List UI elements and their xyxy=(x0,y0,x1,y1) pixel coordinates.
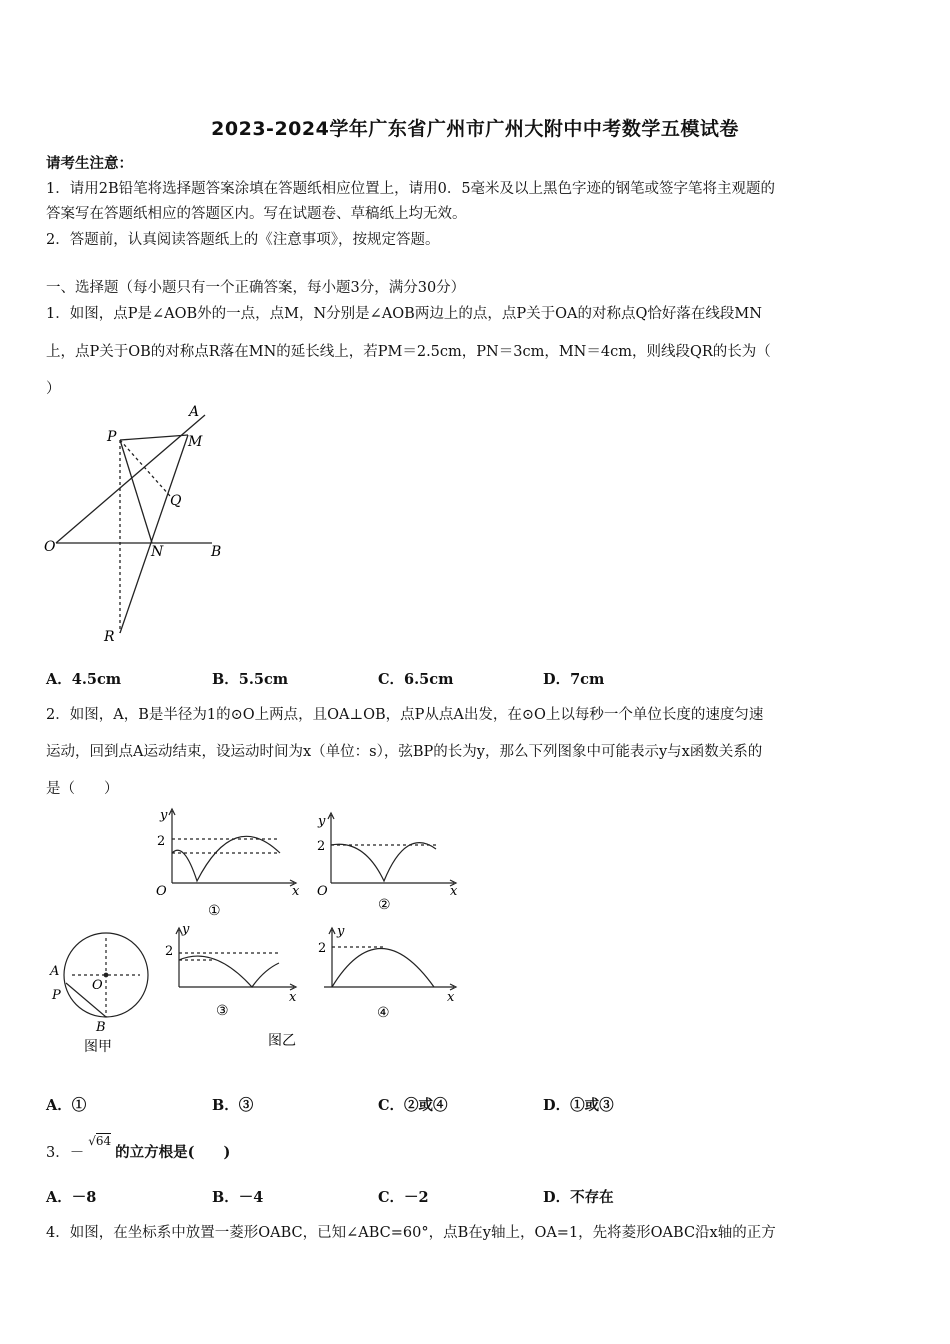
q3-suffix: 的立方根是( ) xyxy=(115,1144,231,1161)
segment-PN xyxy=(120,440,152,543)
g1-x-label: x xyxy=(292,884,300,899)
q2-line-1: 2．如图，A，B是半径为1的⊙O上两点，且OA⊥OB，点P从点A出发，在⊙O上以每秒一个单位长度的速度匀速 xyxy=(46,707,764,723)
g1-y-label: y xyxy=(160,808,168,823)
segment-PM xyxy=(120,435,188,440)
label-R: R xyxy=(104,629,115,645)
graph-3 xyxy=(176,928,296,990)
g2-y-label: y xyxy=(318,814,326,829)
q2-option-b: B．③ xyxy=(212,1097,254,1114)
q1-option-c: C．6.5cm xyxy=(378,671,454,688)
g2-two-label: 2 xyxy=(317,839,326,854)
jia-caption: 图甲 xyxy=(84,1039,112,1055)
q4-line-1: 4．如图，在坐标系中放置一菱形OABC，已知∠ABC=60°，点B在y轴上，OA=1，先将菱形OABC沿x轴的正方 xyxy=(46,1225,776,1241)
circle-label-P: P xyxy=(52,988,61,1003)
label-M: M xyxy=(188,434,203,450)
g1-origin-label: O xyxy=(156,884,167,899)
section-heading: 一、选择题（每小题只有一个正确答案，每小题3分，满分30分） xyxy=(46,280,466,296)
g1-two-label: 2 xyxy=(157,834,166,849)
q3-radical xyxy=(88,1134,111,1148)
notice-heading: 请考生注意： xyxy=(46,155,133,172)
q1-line-1: 1．如图，点P是∠AOB外的一点，点M，N分别是∠AOB两边上的点，点P关于OA的对称点Q恰好落在线段MN xyxy=(46,306,762,322)
notice-line-2: 答案写在答题纸相应的答题区内。写在试题卷、草稿纸上均无效。 xyxy=(46,206,467,222)
sqrt-sign-icon: √ xyxy=(88,1134,96,1148)
g3-caption: ③ xyxy=(216,1003,229,1019)
q1-option-d: D．7cm xyxy=(543,671,605,688)
g2-caption: ② xyxy=(378,897,391,913)
notice-line-1: 1．请用2B铅笔将选择题答案涂填在答题纸相应位置上，请用0．5毫米及以上黑色字迹的钢笔或签字笔将主观题的 xyxy=(46,181,776,197)
circle-label-O: O xyxy=(92,978,103,993)
q1-option-b: B．5.5cm xyxy=(212,671,289,688)
circle-label-B: B xyxy=(96,1020,106,1035)
label-N: N xyxy=(151,544,164,560)
g4-y-label: y xyxy=(337,924,345,939)
q1-line-2: 上，点P关于OB的对称点R落在MN的延长线上，若PM＝2.5cm，PN＝3cm，MN＝4cm，则线段QR的长为（ xyxy=(46,344,771,360)
g2-x-label: x xyxy=(450,884,458,899)
graph-1 xyxy=(169,809,296,886)
page-title: 2023-2024学年广东省广州市广州大附中中考数学五模试卷 xyxy=(211,118,739,140)
notice-line-3: 2．答题前，认真阅读答题纸上的《注意事项》，按规定答题。 xyxy=(46,232,440,248)
q3-option-c: C．－2 xyxy=(378,1189,429,1206)
q3-radicand: 64 xyxy=(95,1134,112,1148)
q2-line-3: 是（ ） xyxy=(46,781,119,797)
q3-option-d: D．不存在 xyxy=(543,1189,614,1206)
label-B: B xyxy=(211,544,222,560)
yi-caption: 图乙 xyxy=(268,1033,296,1049)
q3-stem xyxy=(46,1134,231,1162)
q3-prefix: 3．－ xyxy=(46,1145,85,1161)
segment-PQ xyxy=(120,440,170,496)
g3-y-label: y xyxy=(182,922,190,937)
g4-x-label: x xyxy=(447,990,455,1005)
q2-figure xyxy=(44,805,464,1060)
g4-two-label: 2 xyxy=(318,941,327,956)
g4-caption: ④ xyxy=(377,1005,390,1021)
label-O: O xyxy=(44,539,56,555)
circle-figure xyxy=(64,933,148,1017)
circle-label-A: A xyxy=(50,964,60,979)
g1-caption: ① xyxy=(208,903,221,919)
label-Q: Q xyxy=(170,493,182,509)
q3-option-b: B．－4 xyxy=(212,1189,264,1206)
ray-OA xyxy=(56,415,205,543)
q1-line-3: ） xyxy=(46,381,61,397)
q2-line-2: 运动，回到点A运动结束，设运动时间为x（单位：s），弦BP的长为y，那么下列图象中可能表示y与x函数关系的 xyxy=(46,744,763,760)
label-P: P xyxy=(107,429,117,445)
q3-option-a: A．－8 xyxy=(46,1189,97,1206)
g2-origin-label: O xyxy=(317,884,328,899)
q2-option-a: A．① xyxy=(46,1097,87,1114)
q1-option-a: A．4.5cm xyxy=(46,671,122,688)
g3-x-label: x xyxy=(289,990,297,1005)
q2-option-c: C．②或④ xyxy=(378,1097,448,1114)
g3-two-label: 2 xyxy=(165,944,174,959)
graph-2 xyxy=(328,813,456,886)
label-A: A xyxy=(189,404,200,420)
q1-figure xyxy=(40,400,240,650)
segment-MR xyxy=(120,435,188,633)
q2-option-d: D．①或③ xyxy=(543,1097,614,1114)
